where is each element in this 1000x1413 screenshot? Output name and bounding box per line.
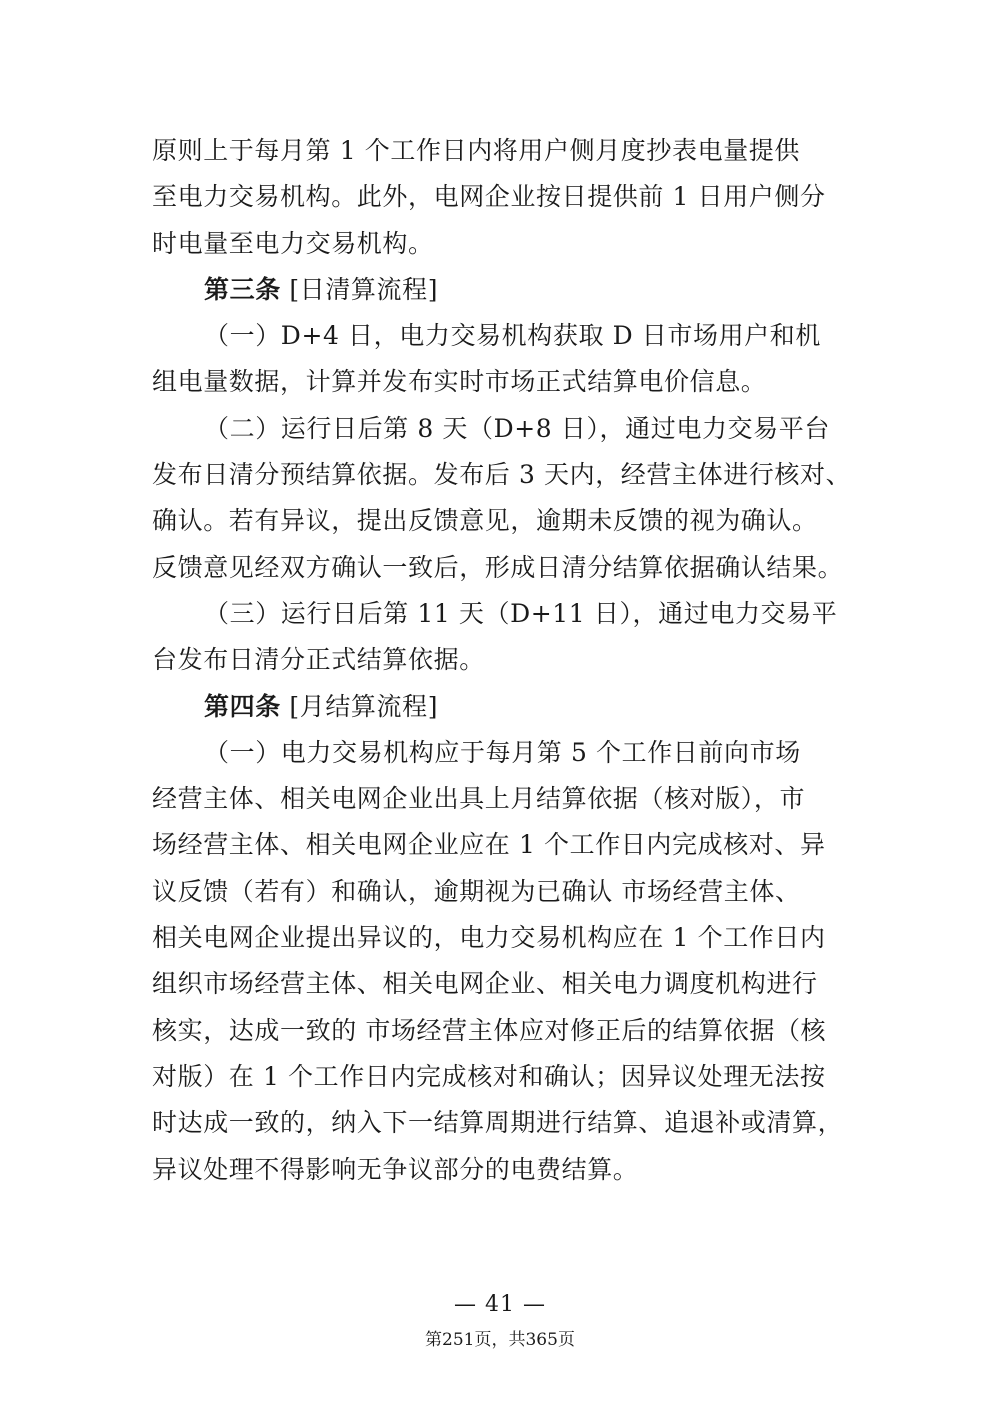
article-3-title: [日清算流程] xyxy=(289,274,439,304)
text-line: 原则上于每月第 1 个工作日内将用户侧月度抄表电量提供 xyxy=(152,136,801,165)
text-line: 至电力交易机构。此外，电网企业按日提供前 1 日用户侧分 xyxy=(152,182,826,212)
text-line: （二）运行日后第 8 天（D+8 日），通过电力交易平台 xyxy=(204,413,830,443)
text-line: 发布日清分预结算依据。发布后 3 天内，经营主体进行核对、 xyxy=(152,460,852,490)
text-line: 对版）在 1 个工作日内完成核对和确认；因异议处理无法按 xyxy=(152,1061,826,1091)
text-line: 组织市场经营主体、相关电网企业、相关电力调度机构进行 xyxy=(152,969,818,999)
text-line: （一）电力交易机构应于每月第 5 个工作日前向市场 xyxy=(204,737,801,767)
text-line: 组电量数据，计算并发布实时市场正式结算电价信息。 xyxy=(152,367,767,397)
article-3-heading-line xyxy=(152,267,852,313)
article-4-heading-line xyxy=(152,684,852,730)
text-line: 时达成一致的，纳入下一结算周期进行结算、追退补或清算， xyxy=(152,1108,844,1138)
text-line: （一）D+4 日，电力交易机构获取 D 日市场用户和机 xyxy=(204,321,821,351)
text-line: 核实，达成一致的 市场经营主体应对修正后的结算依据（核 xyxy=(152,1015,827,1045)
text-line: 议反馈（若有）和确认，逾期视为已确认 市场经营主体、 xyxy=(152,876,801,906)
text-line: （三）运行日后第 11 天（D+11 日），通过电力交易平 xyxy=(204,598,838,628)
article-4-title: [月结算流程] xyxy=(289,691,439,721)
document-body xyxy=(152,128,852,1193)
text-line: 时电量至电力交易机构。 xyxy=(152,228,434,258)
article-3-heading: 第三条 xyxy=(204,274,281,304)
page-number: — 41 — xyxy=(454,1292,546,1317)
page-counter: 第251页，共365页 xyxy=(425,1330,575,1350)
text-line: 经营主体、相关电网企业出具上月结算依据（核对版），市 xyxy=(152,784,806,814)
text-line: 反馈意见经双方确认一致后，形成日清分结算依据确认结果。 xyxy=(152,552,844,582)
text-line: 相关电网企业提出异议的，电力交易机构应在 1 个工作日内 xyxy=(152,923,826,953)
text-line: 异议处理不得影响无争议部分的电费结算。 xyxy=(152,1154,639,1184)
text-line: 台发布日清分正式结算依据。 xyxy=(152,645,485,675)
text-line: 场经营主体、相关电网企业应在 1 个工作日内完成核对、异 xyxy=(152,830,826,860)
text-line: 确认。若有异议，提出反馈意见，逾期未反馈的视为确认。 xyxy=(152,506,818,536)
article-4-heading: 第四条 xyxy=(204,691,281,721)
